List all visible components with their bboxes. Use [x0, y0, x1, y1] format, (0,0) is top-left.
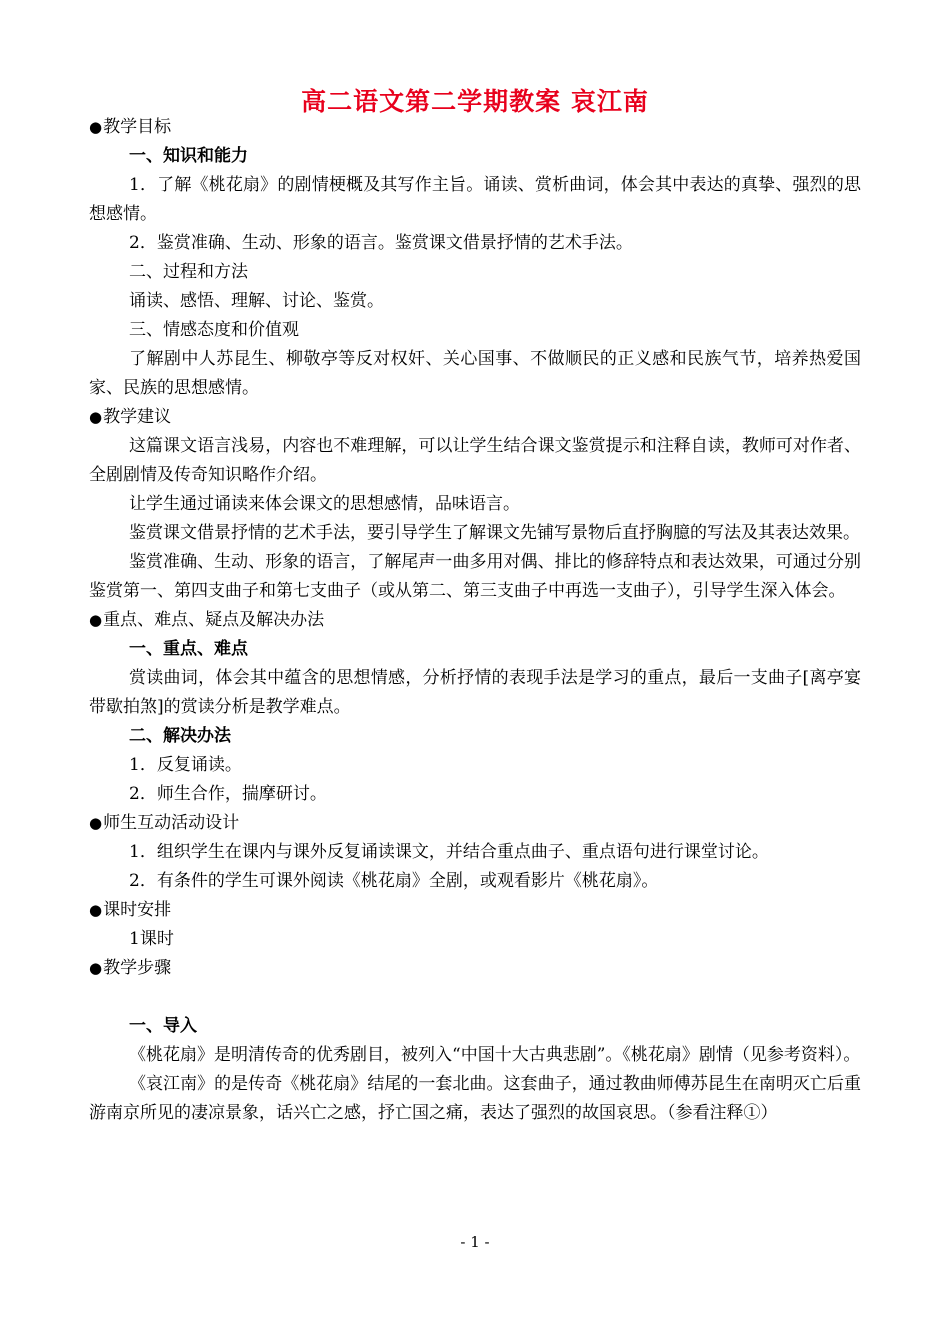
- bullet-icon: ●: [89, 901, 103, 919]
- paragraph: 2．鉴赏准确、生动、形象的语言。鉴赏课文借景抒情的艺术手法。: [129, 233, 633, 253]
- paragraph: 《哀江南》的是传奇《桃花扇》结尾的一套北曲。这套曲子，通过教曲师傅苏昆生在南明灭亡后重游南京所见的凄凉景象，话兴亡之感，抒亡国之痛，表达了强烈的故国哀思。（参看注释①）: [89, 1074, 861, 1123]
- subheading: 一、重点、难点: [129, 639, 248, 659]
- paragraph: 了解剧中人苏昆生、柳敬亭等反对权奸、关心国事、不做顺民的正义感和民族气节，培养热爱国家、民族的思想感情。: [89, 349, 861, 398]
- paragraph: 诵读、感悟、理解、讨论、鉴赏。: [129, 291, 384, 311]
- section-heading: ●教学建议: [89, 407, 172, 427]
- document-title: 高二语文第二学期教案 哀江南: [301, 87, 649, 116]
- section-heading: ●教学目标: [89, 117, 172, 137]
- paragraph: 1．组织学生在课内与课外反复诵读课文，并结合重点曲子、重点语句进行课堂讨论。: [129, 842, 769, 862]
- subheading: 一、知识和能力: [129, 146, 248, 166]
- paragraph: 让学生通过诵读来体会课文的思想感情，品味语言。: [129, 494, 520, 514]
- subheading: 二、解决办法: [129, 726, 231, 746]
- bullet-icon: ●: [89, 959, 103, 977]
- section-heading: ●课时安排: [89, 900, 172, 920]
- section-heading: ●教学步骤: [89, 958, 172, 978]
- paragraph: 《桃花扇》是明清传奇的优秀剧目，被列入“中国十大古典悲剧”。《桃花扇》剧情（见参考资料）。: [129, 1045, 861, 1065]
- paragraph: 2．师生合作，揣摩研讨。: [129, 784, 327, 804]
- paragraph: 1．反复诵读。: [129, 755, 242, 775]
- bullet-icon: ●: [89, 611, 103, 629]
- paragraph: 鉴赏课文借景抒情的艺术手法，要引导学生了解课文先铺写景物后直抒胸臆的写法及其表达效果。: [129, 523, 860, 543]
- section-heading: ●重点、难点、疑点及解决办法: [89, 610, 325, 630]
- paragraph: 2．有条件的学生可课外阅读《桃花扇》全剧，或观看影片《桃花扇》。: [129, 871, 659, 891]
- subheading: 一、导入: [129, 1016, 197, 1036]
- paragraph: 1．了解《桃花扇》的剧情梗概及其写作主旨。诵读、赏析曲词，体会其中表达的真挚、强烈的思想感情。: [89, 175, 861, 224]
- subheading: 三、情感态度和价值观: [129, 320, 299, 340]
- paragraph: 1课时: [129, 929, 174, 949]
- bullet-icon: ●: [89, 814, 103, 832]
- bullet-icon: ●: [89, 118, 103, 136]
- page-number: - 1 -: [460, 1233, 490, 1251]
- section-heading: ●师生互动活动设计: [89, 813, 240, 833]
- document-body: [89, 113, 861, 1128]
- paragraph: 这篇课文语言浅易，内容也不难理解，可以让学生结合课文鉴赏提示和注释自读，教师可对作者、全剧剧情及传奇知识略作介绍。: [89, 436, 861, 485]
- bullet-icon: ●: [89, 408, 103, 426]
- paragraph: 鉴赏准确、生动、形象的语言，了解尾声一曲多用对偶、排比的修辞特点和表达效果，可通过分别鉴赏第一、第四支曲子和第七支曲子（或从第二、第三支曲子中再选一支曲子），引导学生深入体会。: [89, 552, 861, 601]
- subheading: 二、过程和方法: [129, 262, 248, 282]
- spacer: [89, 983, 861, 1012]
- paragraph: 赏读曲词，体会其中蕴含的思想情感，分析抒情的表现手法是学习的重点，最后一支曲子[离亭宴带歇拍煞]的赏读分析是教学难点。: [89, 668, 861, 717]
